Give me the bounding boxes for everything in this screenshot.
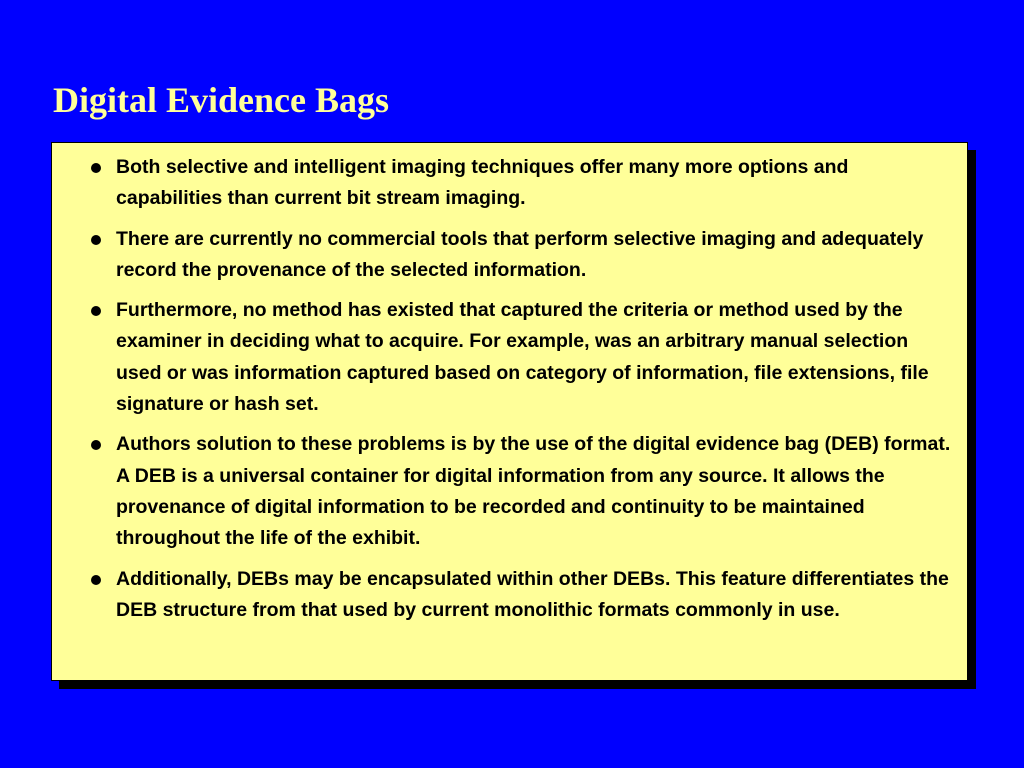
bullet-dot-icon	[91, 235, 101, 245]
bullet-item	[52, 295, 967, 420]
bullet-text: Additionally, DEBs may be encapsulated within other DEBs. This feature differentiates the DEB structure from that used by current monolithic formats commonly in use.	[116, 567, 949, 621]
bullet-item	[52, 152, 967, 215]
bullet-item	[52, 224, 967, 287]
bullet-dot-icon	[91, 575, 101, 585]
bullet-list	[52, 152, 967, 635]
bullet-text: Both selective and intelligent imaging techniques offer many more options and capabilities than current bit stream imaging.	[116, 156, 849, 210]
bullet-text: Authors solution to these problems is by the use of the digital evidence bag (DEB) format. A DEB is a universal container for digital information from any source. It allows the provenance of digital information to be recorded and continuity to be maintained throughout the life of the exhibit.	[116, 433, 951, 550]
bullet-item	[52, 429, 967, 554]
bullet-text: There are currently no commercial tools that perform selective imaging and adequately record the provenance of the selected information.	[116, 227, 924, 281]
bullet-dot-icon	[91, 306, 101, 316]
bullet-dot-icon	[91, 440, 101, 450]
content-panel	[51, 142, 968, 681]
bullet-text: Furthermore, no method has existed that captured the criteria or method used by the examiner in deciding what to acquire. For example, was an arbitrary manual selection used or was information captured based on category of information, file extensions, file signature or hash set.	[116, 299, 929, 416]
bullet-dot-icon	[91, 163, 101, 173]
bullet-item	[52, 564, 967, 627]
slide-title: Digital Evidence Bags	[53, 80, 390, 120]
